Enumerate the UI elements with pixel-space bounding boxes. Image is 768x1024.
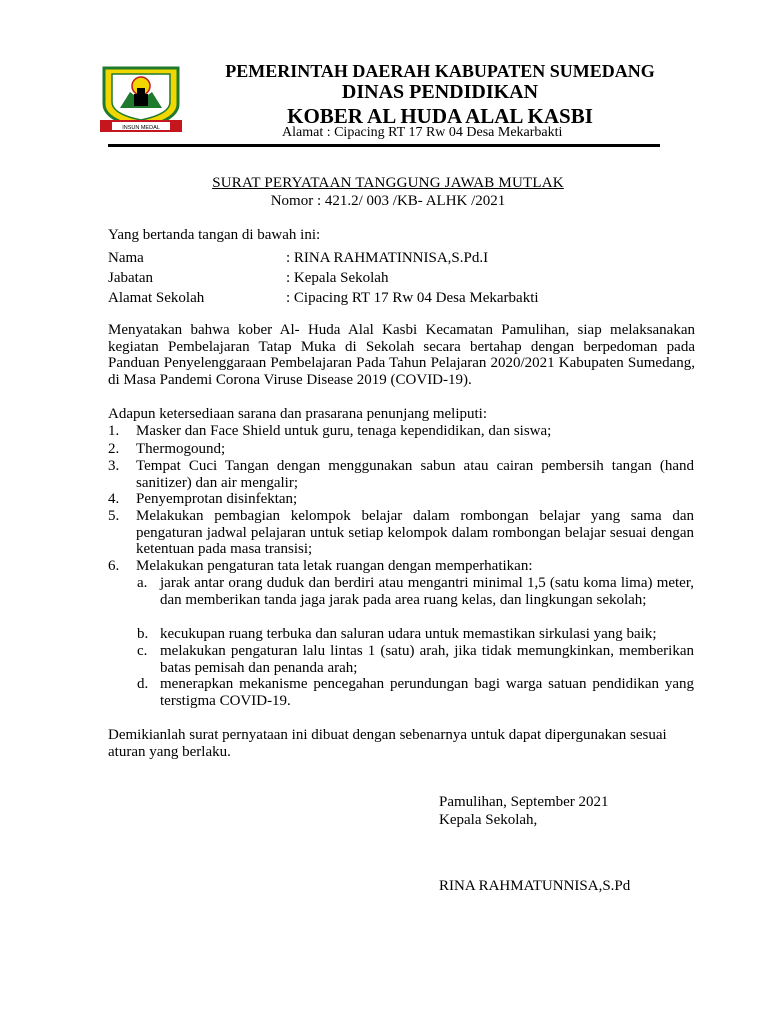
list-item: Penyemprotan disinfektan; [136, 491, 298, 507]
sublist-item: jarak antar orang duduk dan berdiri atau mengantri minimal 1,5 (satu koma lima) meter, dan memberikan tanda jaga jarak pada area ruang kelas, dan lingkungan sekolah; [160, 575, 694, 608]
kop-government: PEMERINTAH DAERAH KABUPATEN SUMEDANG [225, 61, 655, 81]
logo-banner-text: INSUN MEDAL [122, 125, 160, 131]
list-number: 2. [108, 441, 120, 457]
list-number: 5. [108, 508, 120, 524]
kop-school-name: KOBER AL HUDA ALAL KASBI [287, 104, 593, 128]
signature-name: RINA RAHMATUNNISA,S.Pd [439, 878, 631, 894]
closing-paragraph: Demikianlah surat pernyataan ini dibuat dengan sebenarnya untuk dapat dipergunakan sesuai aturan yang berlaku. [108, 727, 667, 760]
list-item: Masker dan Face Shield untuk guru, tenaga kependidikan, dan siswa; [136, 423, 552, 439]
sublist-letter: c. [137, 643, 148, 659]
sublist-item: menerapkan mekanisme pencegahan perundungan bagi warga satuan pendidikan yang terstigma COVID-19. [160, 676, 694, 709]
sublist-letter: b. [137, 626, 149, 642]
list-item: Tempat Cuci Tangan dengan menggunakan sabun atau cairan pembersih tangan (hand sanitizer) dan air mengalir; [136, 458, 694, 491]
signature-position: Kepala Sekolah, [439, 812, 538, 828]
identity-value: : Cipacing RT 17 Rw 04 Desa Mekarbakti [286, 290, 539, 306]
sublist-letter: a. [137, 575, 148, 591]
sublist-item: melakukan pengaturan lalu lintas 1 (satu) arah, jika tidak memungkinkan, memberikan batas pemisah dan penanda arah; [160, 643, 694, 676]
identity-label: Jabatan [108, 270, 153, 286]
list-number: 3. [108, 458, 120, 474]
list-item: Thermogound; [136, 441, 226, 457]
sublist-letter: d. [137, 676, 149, 692]
identity-label: Nama [108, 250, 144, 266]
document-number: Nomor : 421.2/ 003 /KB- ALHK /2021 [270, 193, 506, 209]
kop-address: Alamat : Cipacing RT 17 Rw 04 Desa Mekarbakti [282, 125, 563, 140]
letterhead-rule [108, 144, 660, 147]
list-number: 4. [108, 491, 120, 507]
list-number: 1. [108, 423, 120, 439]
facilities-intro: Adapun ketersediaan sarana dan prasarana penunjang meliputi: [108, 406, 488, 422]
list-number: 6. [108, 558, 120, 574]
kabupaten-sumedang-logo [98, 64, 184, 136]
sublist-item: kecukupan ruang terbuka dan saluran udara untuk memastikan sirkulasi yang baik; [160, 626, 657, 642]
list-item: Melakukan pembagian kelompok belajar dalam rombongan belajar yang sama dan pengaturan jadwal pelajaran untuk setiap kelompok dalam rombongan belajar sesuai dengan ketentuan pada masa transisi; [136, 508, 694, 557]
document-title: SURAT PERYATAAN TANGGUNG JAWAB MUTLAK [212, 175, 564, 191]
identity-label: Alamat Sekolah [108, 290, 205, 306]
identity-value: : RINA RAHMATINNISA,S.Pd.I [286, 250, 489, 266]
kop-agency: DINAS PENDIDIKAN [341, 81, 539, 103]
statement-paragraph: Menyatakan bahwa kober Al- Huda Alal Kasbi Kecamatan Pamulihan, siap melaksanakan kegiatan Pembelajaran Tatap Muka di Sekolah secara bertahap dengan berpedoman pada Panduan Penyelenggaraan Pembelajaran Pada Tahun Pelajaran 2020/2021 Kabupaten Sumedang, di Masa Pandemi Corona Viruse Disease 2019 (COVID-19). [108, 322, 695, 388]
identity-value: : Kepala Sekolah [286, 270, 389, 286]
signature-place-date: Pamulihan, September 2021 [439, 794, 609, 810]
list-item: Melakukan pengaturan tata letak ruangan dengan memperhatikan: [136, 558, 533, 574]
opening-line: Yang bertanda tangan di bawah ini: [108, 227, 321, 243]
